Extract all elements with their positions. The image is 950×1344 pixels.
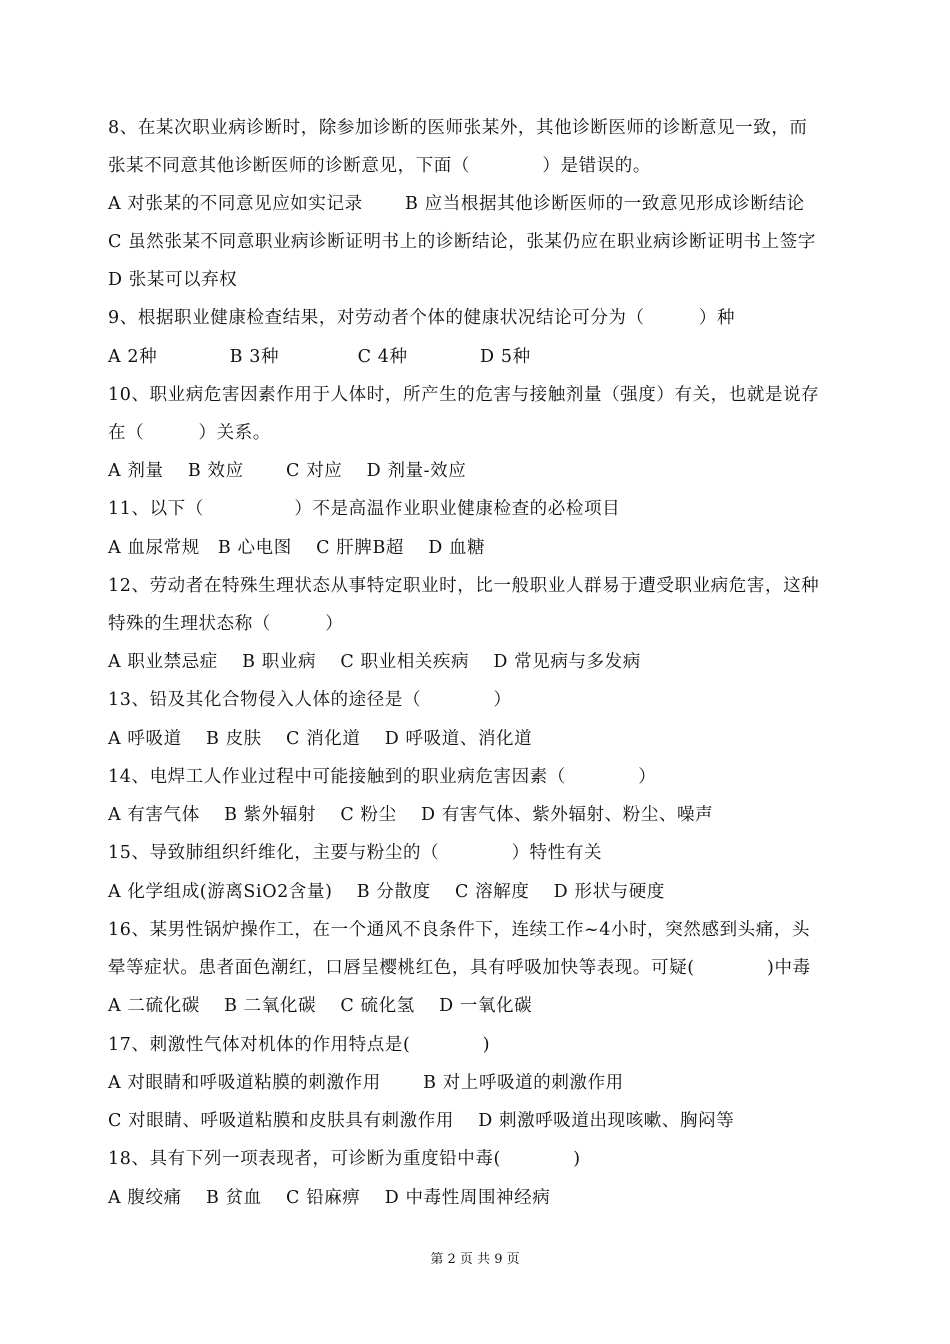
question-11-options: A 血尿常规 B 心电图 C 肝脾B超 D 血糖 bbox=[108, 538, 486, 558]
question-10-stem-line-2: 在（ ）关系。 bbox=[108, 423, 271, 443]
question-8-option-c: C 虽然张某不同意职业病诊断证明书上的诊断结论，张某仍应在职业病诊断证明书上签字 bbox=[108, 232, 816, 252]
question-14-options: A 有害气体 B 紫外辐射 C 粉尘 D 有害气体、紫外辐射、粉尘、噪声 bbox=[108, 805, 714, 825]
question-13-options: A 呼吸道 B 皮肤 C 消化道 D 呼吸道、消化道 bbox=[108, 729, 533, 749]
question-12-stem-line-2: 特殊的生理状态称（ ） bbox=[108, 614, 344, 634]
question-15-stem: 15、导致肺组织纤维化，主要与粉尘的（ ）特性有关 bbox=[108, 843, 603, 863]
question-12-stem-line-1: 12、劳动者在特殊生理状态从事特定职业时，比一般职业人群易于遭受职业病危害，这种 bbox=[108, 576, 820, 596]
question-16-stem-line-1: 16、某男性锅炉操作工，在一个通风不良条件下，连续工作~4小时，突然感到头痛，头 bbox=[108, 920, 811, 940]
page-number-footer: 第 2 页 共 9 页 bbox=[430, 1252, 520, 1267]
question-12-options: A 职业禁忌症 B 职业病 C 职业相关疾病 D 常见病与多发病 bbox=[108, 652, 641, 672]
question-8-stem-line-1: 8、在某次职业病诊断时，除参加诊断的医师张某外，其他诊断医师的诊断意见一致，而 bbox=[108, 118, 808, 138]
question-17-options-ab: A 对眼睛和呼吸道粘膜的刺激作用 B 对上呼吸道的刺激作用 bbox=[108, 1073, 624, 1093]
question-11-stem: 11、以下（ ）不是高温作业职业健康检查的必检项目 bbox=[108, 499, 621, 519]
question-17-stem: 17、刺激性气体对机体的作用特点是( ) bbox=[108, 1035, 491, 1055]
question-8-stem-line-2: 张某不同意其他诊断医师的诊断意见，下面（ ）是错误的。 bbox=[108, 156, 651, 176]
question-9-options: A 2种 B 3种 C 4种 D 5种 bbox=[108, 347, 531, 367]
question-13-stem: 13、铅及其化合物侵入人体的途径是（ ） bbox=[108, 690, 512, 710]
question-15-options: A 化学组成(游离SiO2含量) B 分散度 C 溶解度 D 形状与硬度 bbox=[108, 882, 665, 902]
question-10-options: A 剂量 B 效应 C 对应 D 剂量-效应 bbox=[108, 461, 467, 481]
question-18-stem: 18、具有下列一项表现者，可诊断为重度铅中毒( ) bbox=[108, 1149, 581, 1169]
question-14-stem: 14、电焊工人作业过程中可能接触到的职业病危害因素（ ） bbox=[108, 767, 657, 787]
question-9-stem: 9、根据职业健康检查结果，对劳动者个体的健康状况结论可分为（ ）种 bbox=[108, 308, 736, 328]
question-17-options-cd: C 对眼睛、呼吸道粘膜和皮肤具有刺激作用 D 刺激呼吸道出现咳嗽、胸闷等 bbox=[108, 1111, 735, 1131]
question-8-option-d: D 张某可以弃权 bbox=[108, 270, 238, 290]
question-8-options-ab: A 对张某的不同意见应如实记录 B 应当根据其他诊断医师的一致意见形成诊断结论 bbox=[108, 194, 805, 214]
question-16-stem-line-2: 晕等症状。患者面色潮红，口唇呈樱桃红色，具有呼吸加快等表现。可疑( )中毒 bbox=[108, 958, 811, 978]
question-16-options: A 二硫化碳 B 二氧化碳 C 硫化氢 D 一氧化碳 bbox=[108, 996, 533, 1016]
question-10-stem-line-1: 10、职业病危害因素作用于人体时，所产生的危害与接触剂量（强度）有关，也就是说存 bbox=[108, 385, 820, 405]
question-18-options: A 腹绞痛 B 贫血 C 铅麻痹 D 中毒性周围神经病 bbox=[108, 1188, 551, 1208]
